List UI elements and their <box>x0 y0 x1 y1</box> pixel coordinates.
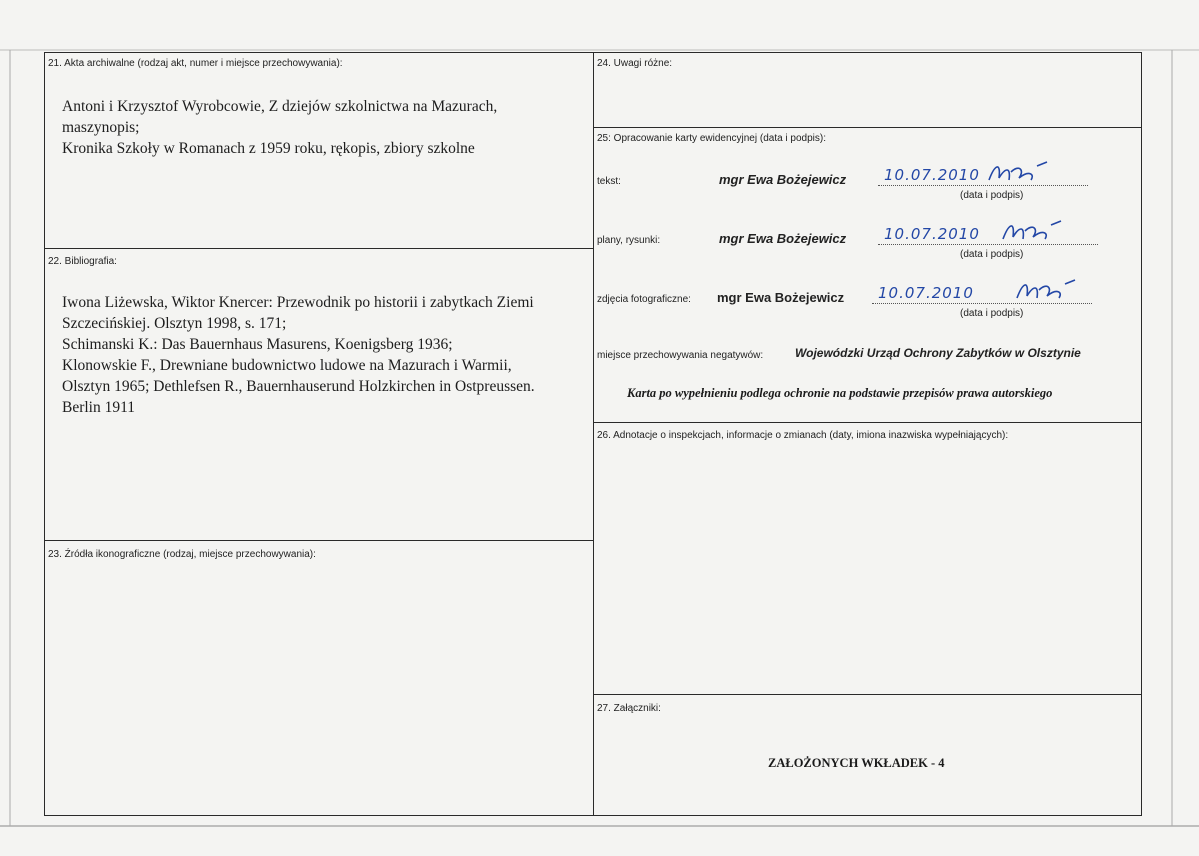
signature-icon <box>985 160 1055 186</box>
section-23-box <box>44 540 594 816</box>
row-plans-dots <box>878 244 1098 245</box>
row-photos-author: mgr Ewa Bożejewicz <box>717 290 845 305</box>
row-text-dots <box>878 185 1088 186</box>
negatives-label: miejsce przechowywania negatywów: <box>597 350 764 361</box>
section-22-label: 22. Bibliografia: <box>48 256 117 267</box>
section-25-label: 25: Opracowanie karty ewidencyjnej (data i podpis): <box>597 133 827 144</box>
row-plans-date: 10.07.2010 <box>884 225 980 243</box>
row-text-label: tekst: <box>597 176 621 187</box>
section-22-text <box>62 292 535 418</box>
row-plans-caption: (data i podpis) <box>960 249 1024 260</box>
section-27-box <box>593 694 1142 816</box>
row-text-caption: (data i podpis) <box>960 190 1024 201</box>
row-text-author: mgr Ewa Bożejewicz <box>719 172 847 187</box>
row-plans-label: plany, rysunki: <box>597 235 661 246</box>
signature-icon <box>999 219 1069 245</box>
row-photos-caption: (data i podpis) <box>960 308 1024 319</box>
section-22-line: Szczecińskiej. Olsztyn 1998, s. 171; <box>62 315 287 332</box>
section-24-box <box>593 52 1142 128</box>
section-23-label: 23. Źródła ikonograficzne (rodzaj, miejsce przechowywania): <box>48 549 316 560</box>
section-26-box <box>593 422 1142 695</box>
section-21-line: Kronika Szkoły w Romanach z 1959 roku, rękopis, zbiory szkolne <box>62 140 475 157</box>
attachments-value: ZAŁOŻONYCH WKŁADEK - 4 <box>768 756 945 770</box>
copyright-note: Karta po wypełnieniu podlega ochronie na podstawie przepisów prawa autorskiego <box>627 386 1053 400</box>
section-24-label: 24. Uwagi różne: <box>597 58 673 69</box>
section-21-line: maszynopis; <box>62 119 140 136</box>
section-22-line: Iwona Liżewska, Wiktor Knercer: Przewodnik po historii i zabytkach Ziemi <box>62 294 534 311</box>
row-photos-label: zdjęcia fotograficzne: <box>597 294 691 305</box>
section-21-label: 21. Akta archiwalne (rodzaj akt, numer i miejsce przechowywania): <box>48 58 343 69</box>
row-photos-dots <box>872 303 1092 304</box>
section-22-line: Berlin 1911 <box>62 399 136 416</box>
section-21-line: Antoni i Krzysztof Wyrobcowie, Z dziejów szkolnictwa na Mazurach, <box>62 98 498 115</box>
section-21-text <box>62 96 497 159</box>
row-plans-author: mgr Ewa Bożejewicz <box>719 231 847 246</box>
negatives-value: Wojewódzki Urząd Ochrony Zabytków w Olsztynie <box>795 346 1081 360</box>
section-22-line: Klonowskie F., Drewniane budownictwo ludowe na Mazurach i Warmii, <box>62 357 512 374</box>
row-text-date: 10.07.2010 <box>884 166 980 184</box>
section-22-line: Olsztyn 1965; Dethlefsen R., Bauernhauserund Holzkirchen in Ostpreussen. <box>62 378 535 395</box>
section-22-line: Schimanski K.: Das Bauernhaus Masurens, Koenigsberg 1936; <box>62 336 453 353</box>
signature-icon <box>1013 278 1083 304</box>
section-27-label: 27. Załączniki: <box>597 703 661 714</box>
row-photos-date: 10.07.2010 <box>878 284 974 302</box>
section-25-box <box>593 127 1142 423</box>
section-26-label: 26. Adnotacje o inspekcjach, informacje o zmianach (daty, imiona inazwiska wypełniających): <box>597 430 1009 441</box>
